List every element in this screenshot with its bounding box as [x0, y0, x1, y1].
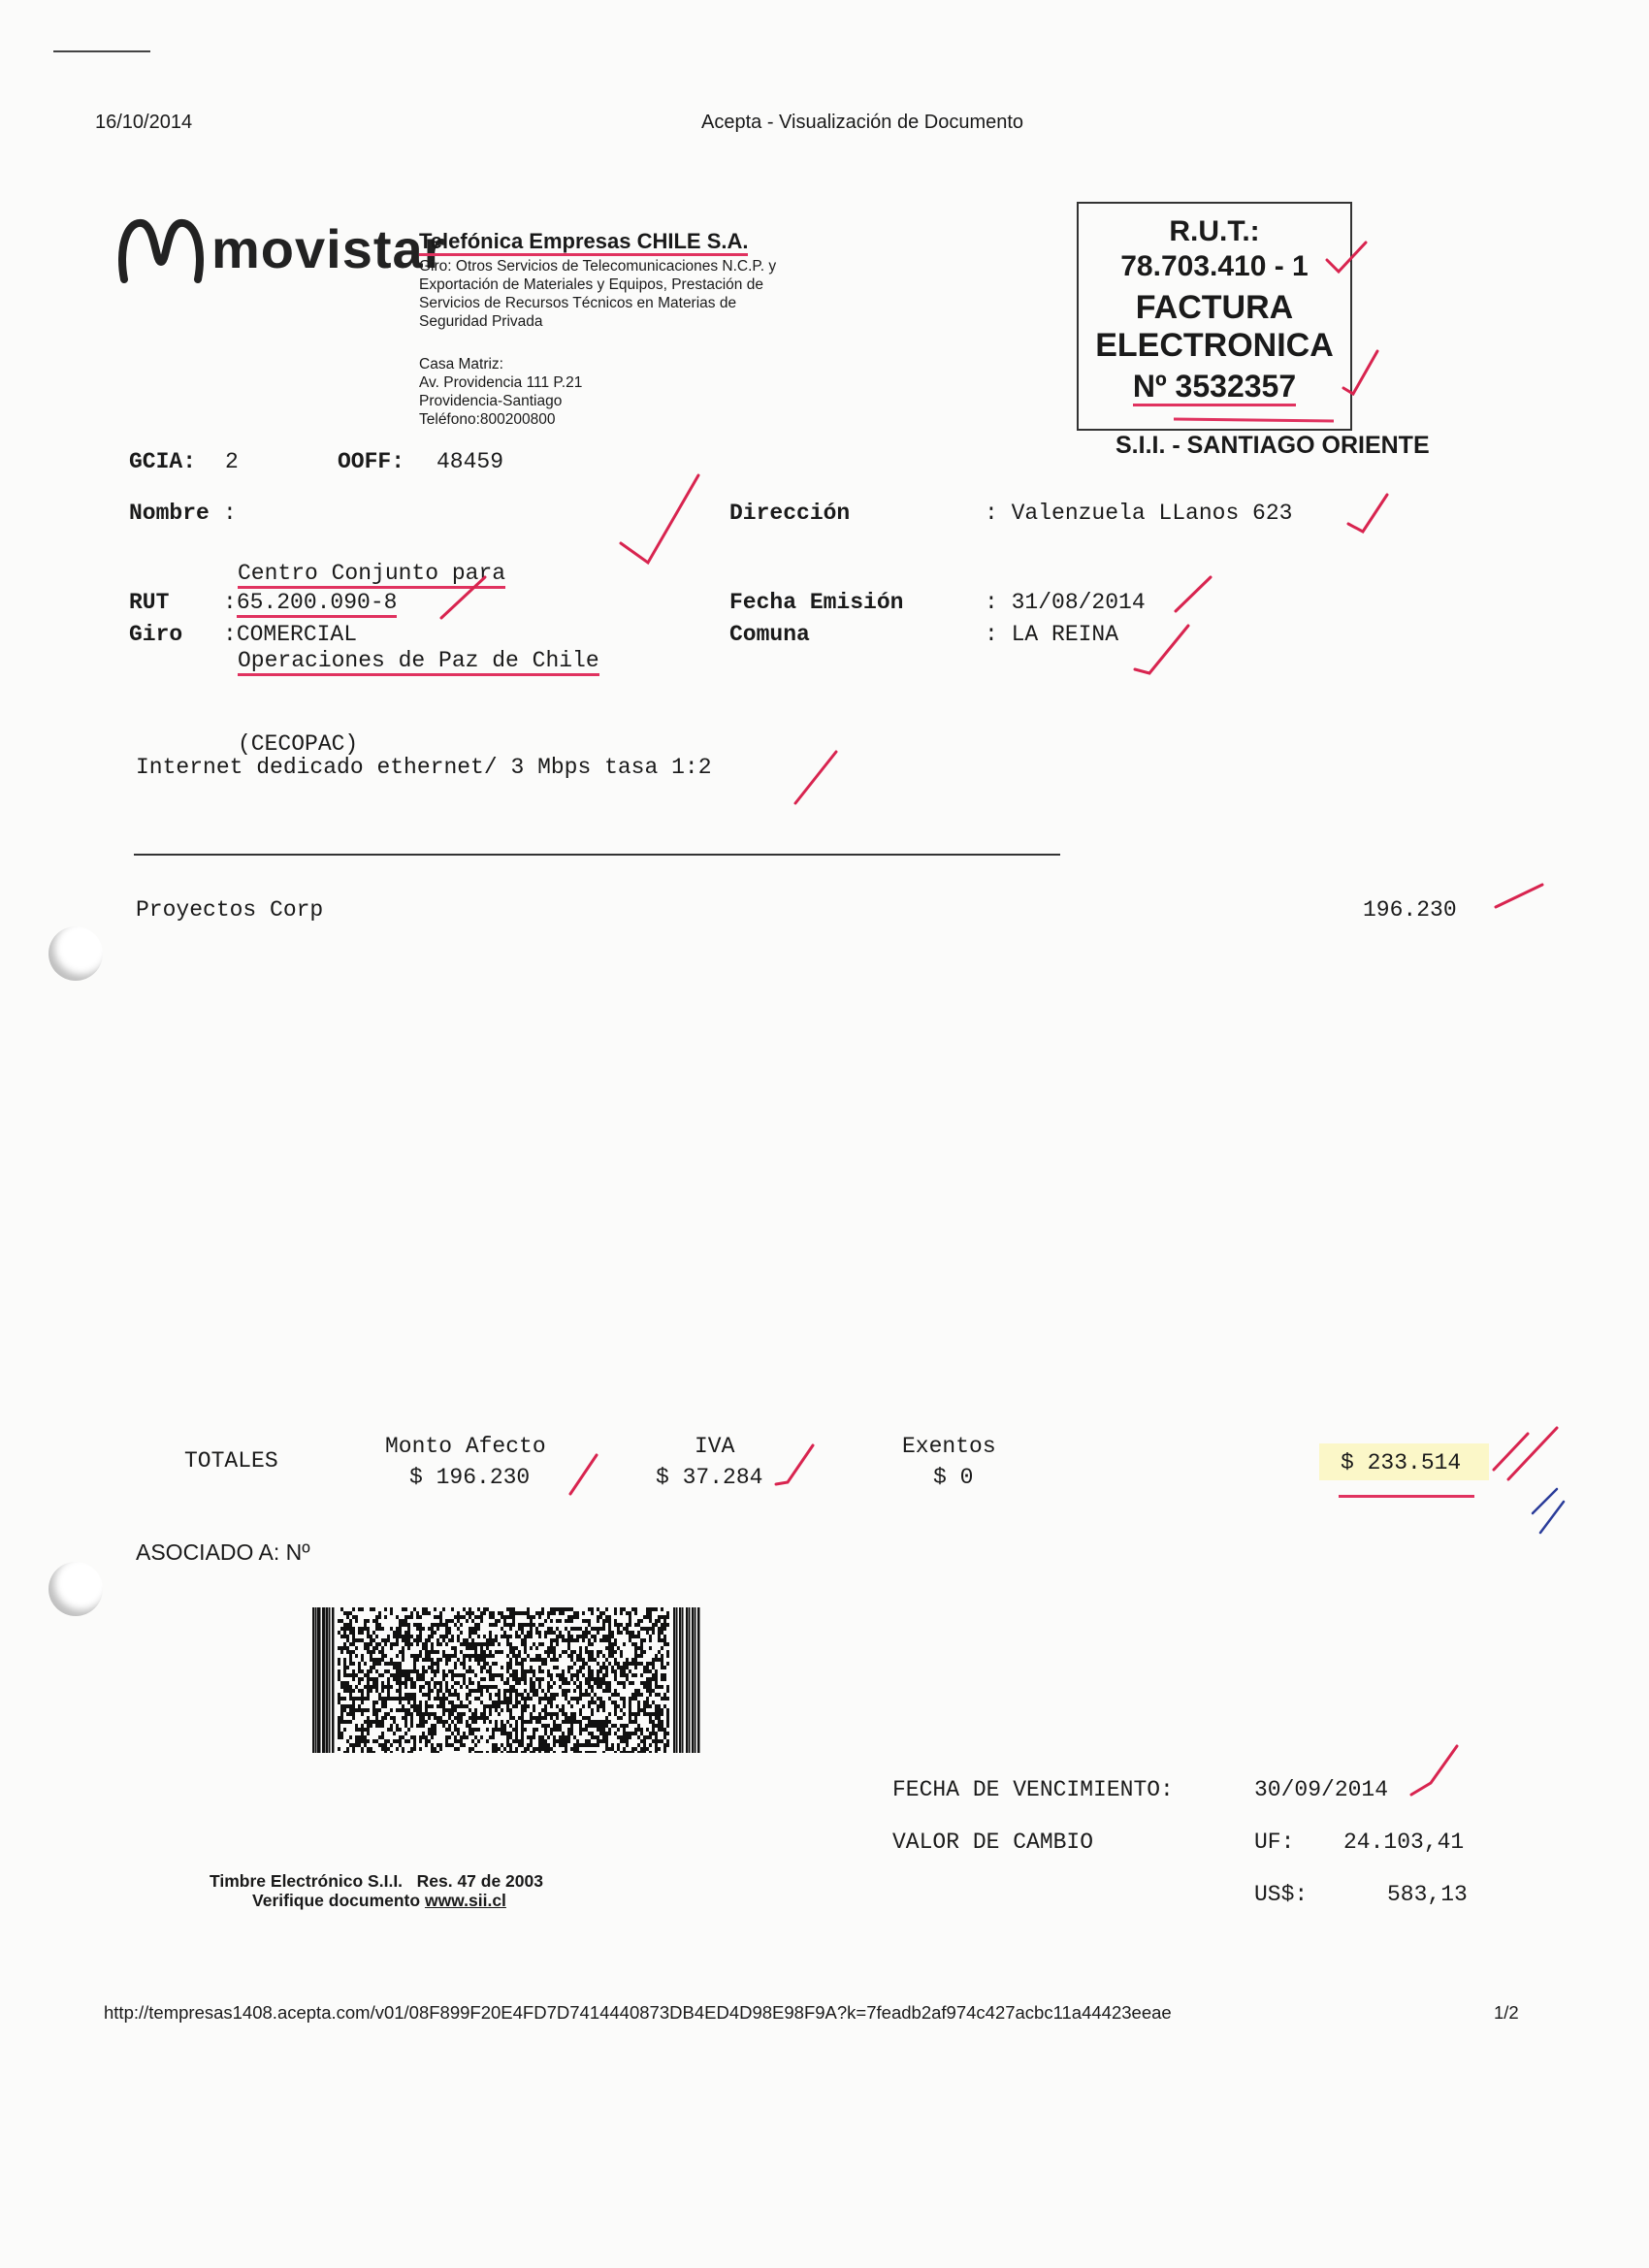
check-mark-icon: [1411, 1746, 1457, 1795]
pdf417-barcode: [312, 1607, 700, 1753]
exentos-value: $ 0: [933, 1465, 974, 1490]
footer-page: 1/2: [1494, 2002, 1519, 2023]
fecha-emision-label: Fecha Emisión: [729, 590, 904, 615]
sii-doc-type-1: FACTURA: [1135, 289, 1294, 326]
ooff-value: 48459: [436, 449, 504, 474]
check-mark-icon: [1496, 885, 1542, 907]
monto-afecto-label: Monto Afecto: [385, 1434, 546, 1459]
fecha-emision-value: : 31/08/2014: [985, 590, 1146, 615]
movistar-m-icon: [116, 211, 206, 289]
print-date: 16/10/2014: [95, 112, 193, 133]
giro-label: Giro: [129, 622, 183, 647]
footer-url[interactable]: http://tempresas1408.acepta.com/v01/08F899F20E4FD7D7414440873DB4ED4D98E98F9A?k=7feadb2af974c427acbc11a44423eeae: [104, 2002, 1172, 2023]
company-name: Telefónica Empresas CHILE S.A.: [419, 229, 748, 254]
gcia-label: GCIA:: [129, 449, 197, 474]
giro-value: :COMERCIAL: [223, 622, 358, 647]
detail-divider: [134, 854, 1060, 856]
usd-value: 583,13: [1387, 1882, 1468, 1907]
direccion-value: : Valenzuela LLanos 623: [985, 501, 1293, 526]
ooff-label: OOFF:: [338, 449, 405, 474]
sii-number: Nº 3532357: [1079, 369, 1350, 405]
sii-box: [1077, 202, 1352, 431]
scan-mark-line: [53, 50, 150, 52]
check-mark-icon: [621, 475, 698, 563]
total-underline: [1339, 1495, 1474, 1498]
service-description: Internet dedicado ethernet/ 3 Mbps tasa 1:2: [136, 755, 712, 780]
timbre-line-1: Timbre Electrónico S.I.I. Res. 47 de 2003: [210, 1871, 543, 1891]
print-title: Acepta - Visualización de Documento: [701, 112, 1024, 133]
sii-link[interactable]: www.sii.cl: [424, 1891, 506, 1910]
barcode-graphic: [312, 1607, 700, 1753]
exentos-label: Exentos: [902, 1434, 996, 1459]
check-mark-icon: [1176, 577, 1211, 611]
total-value: $ 233.514: [1341, 1450, 1462, 1475]
direccion-label: Dirección: [729, 501, 851, 526]
timbre-line-2: Verifique documento www.sii.cl: [252, 1891, 506, 1910]
usd-label: US$:: [1254, 1882, 1309, 1907]
rut-value: :65.200.090-8: [223, 590, 397, 615]
gcia-value: 2: [225, 449, 239, 474]
nombre-colon: :: [223, 501, 237, 526]
line-item-amount: 196.230: [1363, 897, 1457, 923]
movistar-logo: [116, 211, 446, 289]
comuna-label: Comuna: [729, 622, 810, 647]
sii-rut-label: R.U.T.:: [1169, 215, 1260, 247]
uf-label: UF:: [1254, 1830, 1295, 1855]
check-mark-icon: [570, 1455, 597, 1494]
uf-value: 24.103,41: [1343, 1830, 1465, 1855]
nombre-value: Centro Conjunto para Operaciones de Paz de Chile (CECOPAC): [238, 561, 599, 757]
company-giro: Giro: Otros Servicios de Telecomunicaciones N.C.P. y Exportación de Materiales y Equipos, Prestación de Servicios de Recursos Técnicos en Materias de Seguridad Privada: [419, 258, 777, 330]
check-mark-icon: [1494, 1434, 1528, 1470]
sii-office: S.I.I. - SANTIAGO ORIENTE: [1116, 432, 1430, 459]
punch-hole-bottom: [48, 1562, 103, 1616]
check-mark-icon: [776, 1445, 813, 1484]
asociado-label: ASOCIADO A: Nº: [136, 1539, 310, 1565]
check-mark-icon: [1508, 1428, 1557, 1479]
cambio-label: VALOR DE CAMBIO: [892, 1830, 1094, 1855]
company-address: Casa Matriz: Av. Providencia 111 P.21 Providencia-Santiago Teléfono:800200800: [419, 356, 583, 428]
sii-doc-type-2: ELECTRONICA: [1095, 327, 1334, 364]
vencimiento-label: FECHA DE VENCIMIENTO:: [892, 1777, 1174, 1802]
totales-label: TOTALES: [184, 1448, 278, 1474]
punch-hole-top: [48, 926, 103, 981]
vencimiento-value: 30/09/2014: [1254, 1777, 1389, 1802]
iva-value: $ 37.284: [656, 1465, 763, 1490]
line-item-name: Proyectos Corp: [136, 897, 324, 923]
sii-rut-value: 78.703.410 - 1: [1120, 250, 1309, 282]
nombre-label: Nombre: [129, 501, 210, 526]
check-mark-icon: [795, 752, 836, 803]
blue-mark-icon: [1533, 1489, 1564, 1533]
comuna-value: : LA REINA: [985, 622, 1119, 647]
iva-label: IVA: [695, 1434, 735, 1459]
logo-wordmark: movistar: [211, 218, 446, 279]
rut-label: RUT: [129, 590, 170, 615]
monto-afecto-value: $ 196.230: [409, 1465, 531, 1490]
check-mark-icon: [1135, 626, 1188, 673]
check-mark-icon: [1348, 495, 1387, 532]
